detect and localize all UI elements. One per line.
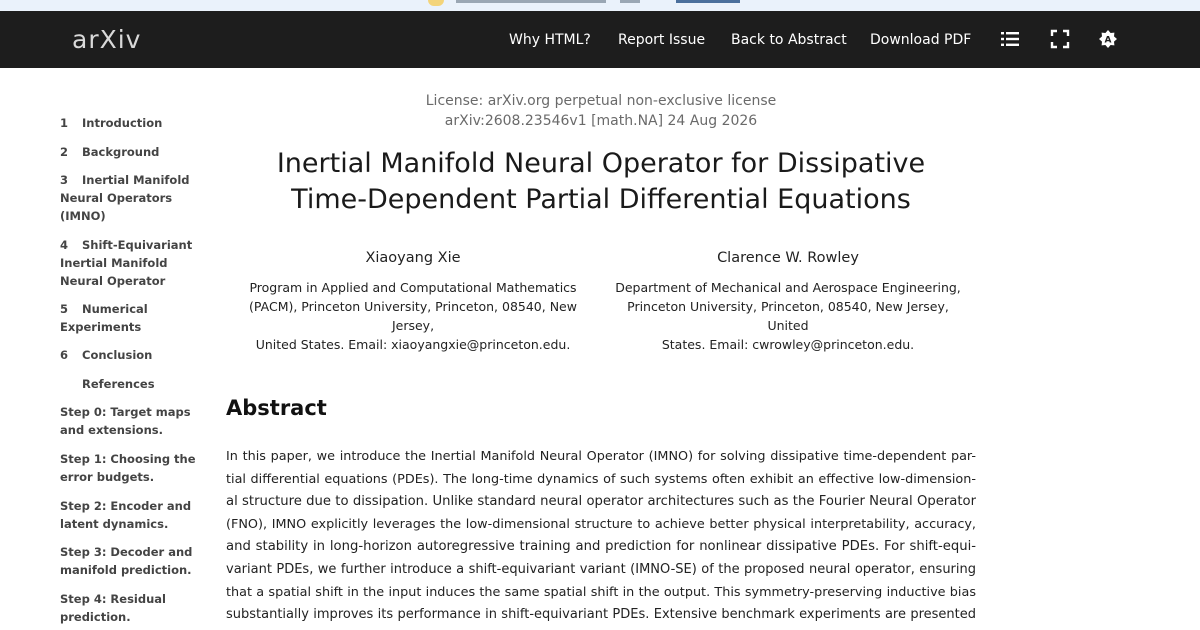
- strip-decoration: [620, 0, 640, 3]
- toc-label: Step 4: Residual: [60, 592, 166, 606]
- abstract-heading: Abstract: [226, 396, 327, 420]
- author-name: Xiaoyang Xie: [365, 250, 461, 266]
- abstract-line: (FNO), IMNO explicitly leverages the low-dimensional structure to achieve better physical interpretability, accuracy,: [226, 516, 976, 532]
- theme-toggle-icon[interactable]: [1098, 29, 1118, 49]
- abstract-line: substantially improves its performance in shift-equivariant PDEs. Extensive benchmark experiments are presented: [226, 607, 976, 623]
- toc-label: Inertial Manifold: [82, 173, 190, 187]
- toc-label-cont: manifold prediction.: [60, 563, 192, 577]
- toc-label-cont: latent dynamics.: [60, 517, 169, 531]
- toc-label: Step 0: Target maps: [60, 405, 191, 419]
- abstract-line: that a spatial shift in the input induces the same spatial shift in the output. This symmetry-preserving inductive bias: [226, 584, 976, 600]
- toc-number: 2: [60, 145, 69, 159]
- toc-number: 6: [60, 348, 69, 362]
- affiliation-line: States. Email: cwrowley@princeton.edu.: [661, 337, 915, 352]
- abstract-line: al structure due to dissipation. Unlike standard neural operator architectures such as the Fourier Neural Operator: [226, 494, 976, 510]
- toc-number: 3: [60, 173, 69, 187]
- toc-label-cont: Experiments: [60, 320, 142, 334]
- paper-title: [226, 146, 976, 218]
- report-issue-link[interactable]: Report Issue: [618, 32, 706, 48]
- toc-item-shift-equivariant[interactable]: [60, 236, 200, 290]
- svg-text:A: A: [1104, 35, 1112, 46]
- fullscreen-icon[interactable]: [1050, 29, 1070, 49]
- author-block: [608, 248, 968, 354]
- toc-label: Introduction: [82, 116, 163, 130]
- back-to-abstract-link[interactable]: Back to Abstract: [731, 32, 847, 48]
- abstract-line: and stability in long-horizon autoregressive training and prediction for nonlinear dissipative PDEs. For shift-equi-: [226, 539, 976, 555]
- toc-item-background[interactable]: [60, 143, 200, 161]
- author-affiliation: [233, 278, 593, 354]
- affiliation-line: Department of Mechanical and Aerospace Engineering,: [615, 280, 961, 295]
- license-block: [226, 91, 976, 131]
- title-line: Time-Dependent Partial Differential Equations: [291, 184, 911, 215]
- strip-decoration: [456, 0, 606, 3]
- toc-label-cont: (IMNO): [60, 209, 106, 223]
- download-pdf-link[interactable]: Download PDF: [870, 32, 972, 48]
- toc-label-cont: Neural Operator: [60, 274, 166, 288]
- logo-text: arXiv: [72, 25, 142, 54]
- toc-label: References: [82, 377, 155, 391]
- affiliation-line: United States. Email: xiaoyangxie@princeton.edu.: [255, 337, 571, 352]
- abstract-text: [226, 446, 976, 627]
- toc-item-conclusion[interactable]: [60, 346, 200, 364]
- lightbulb-icon: [428, 0, 444, 6]
- author-name: Clarence W. Rowley: [717, 250, 859, 266]
- toc-label: Step 2: Encoder and: [60, 499, 192, 513]
- toc-label-cont: prediction.: [60, 610, 131, 624]
- toc-label-cont: error budgets.: [60, 470, 155, 484]
- arxiv-identifier: arXiv:2608.23546v1 [math.NA] 24 Aug 2026: [444, 113, 758, 129]
- toc-label: Step 3: Decoder and: [60, 545, 193, 559]
- toc-label: Numerical: [82, 302, 148, 316]
- author-affiliation: [608, 278, 968, 354]
- affiliation-line: Princeton University, Princeton, 08540, New Jersey, United: [627, 299, 949, 333]
- toc-label: Conclusion: [82, 348, 153, 362]
- toc-item-step-2[interactable]: [60, 497, 200, 533]
- author-block: [233, 248, 593, 354]
- top-navbar: [0, 11, 1200, 68]
- toc-label-cont: Neural Operators: [60, 191, 173, 205]
- title-line: Inertial Manifold Neural Operator for Dissipative: [276, 148, 926, 179]
- toc-number: 5: [60, 302, 69, 316]
- affiliation-line: (PACM), Princeton University, Princeton, 08540, New Jersey,: [249, 299, 577, 333]
- toc-item-references[interactable]: [60, 375, 200, 393]
- top-strip: [0, 0, 1200, 11]
- abstract-line: tial differential equations (PDEs). The long-time dynamics of such systems often exhibit an effective low-dimension-: [226, 471, 976, 487]
- toc-label-cont: Inertial Manifold: [60, 256, 168, 270]
- toc-item-imno[interactable]: [60, 171, 200, 225]
- toc-number: 1: [60, 116, 69, 130]
- toc-label: Background: [82, 145, 160, 159]
- affiliation-line: Program in Applied and Computational Mathematics: [249, 280, 577, 295]
- list-icon[interactable]: [1000, 29, 1020, 49]
- abstract-line: variant PDEs, we further introduce a shift-equivariant variant (IMNO-SE) of the proposed neural operator, ensuring: [226, 561, 976, 577]
- arxiv-logo[interactable]: [72, 25, 144, 55]
- license-text[interactable]: License: arXiv.org perpetual non-exclusive license: [425, 93, 777, 109]
- toc-item-step-3[interactable]: [60, 543, 200, 579]
- toc-item-introduction[interactable]: [60, 114, 200, 132]
- toc-label: Step 1: Choosing the: [60, 452, 196, 466]
- toc-item-step-4[interactable]: [60, 590, 200, 626]
- toc-label: Shift-Equivariant: [82, 238, 193, 252]
- toc-item-numerical-experiments[interactable]: [60, 300, 200, 336]
- why-html-link[interactable]: Why HTML?: [509, 32, 591, 48]
- abstract-line: In this paper, we introduce the Inertial Manifold Neural Operator (IMNO) for solving dissipative time-dependent par-: [226, 449, 976, 464]
- toc-number: 4: [60, 238, 69, 252]
- toc-label-cont: and extensions.: [60, 423, 163, 437]
- strip-link: [676, 0, 740, 3]
- toc-item-step-0[interactable]: [60, 403, 200, 439]
- toc-item-step-1[interactable]: [60, 450, 200, 486]
